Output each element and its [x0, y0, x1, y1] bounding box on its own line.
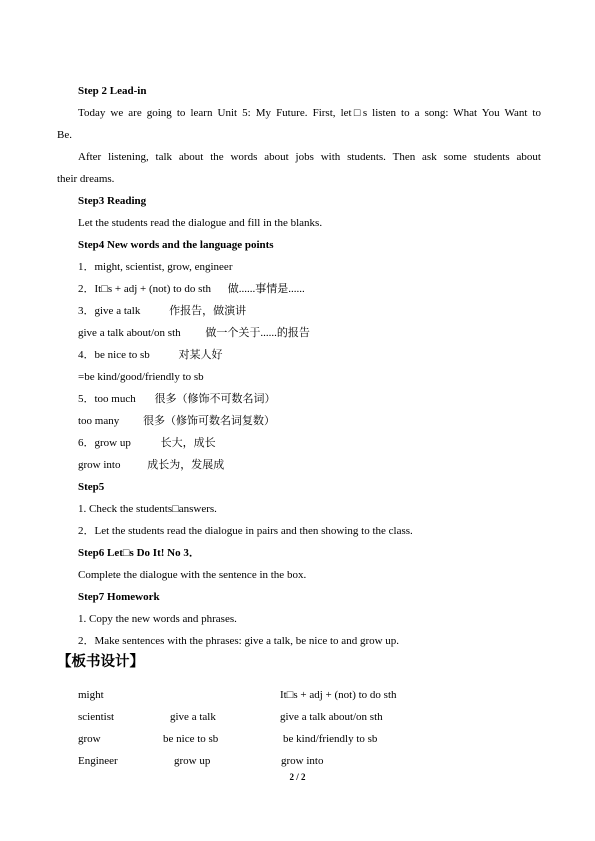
step4-item-3 — [78, 304, 246, 318]
board-design-heading: 【板书设计】 — [57, 654, 144, 670]
step4-item-cn: 做一个关于......的报告 — [205, 327, 310, 339]
step2-heading: Step 2 Lead-in — [78, 85, 147, 97]
step4-item-6b — [78, 458, 224, 472]
step2-paragraph-1-line-2: Be. — [57, 129, 72, 141]
step4-item-3b — [78, 326, 310, 340]
board-row-4-col-3: grow into — [281, 755, 324, 767]
step4-item-cn: 很多（修饰不可数名词） — [154, 393, 276, 405]
step4-item-cn: 对某人好 — [178, 349, 223, 361]
step4-item-4 — [78, 348, 223, 362]
board-row-2-col-3: give a talk about/on sth — [280, 711, 383, 723]
step4-item-en: 5．too much — [78, 393, 136, 405]
board-row-4-col-1: Engineer — [78, 755, 118, 767]
step5-heading: Step5 — [78, 481, 105, 493]
step2-paragraph-2-line-2: their dreams. — [57, 173, 115, 185]
board-row-1-col-1: might — [78, 689, 104, 701]
step4-heading: Step4 New words and the language points — [78, 239, 274, 251]
step4-item-2 — [78, 282, 305, 296]
step3-text: Let the students read the dialogue and fill in the blanks. — [78, 217, 323, 229]
step4-item-cn: 很多（修饰可数名词复数） — [143, 415, 275, 427]
step7-line-1: 1. Copy the new words and phrases. — [78, 613, 237, 625]
board-row-3-col-1: grow — [78, 733, 101, 745]
step4-item-cn: 做......事情是...... — [227, 283, 305, 295]
step5-line-1: 1. Check the students□answers. — [78, 503, 217, 515]
step4-item-en: 2．It□s + adj + (not) to do sth — [78, 283, 212, 295]
step5-line-2: 2．Let the students read the dialogue in pairs and then showing to the class. — [78, 525, 413, 537]
board-row-2-col-2: give a talk — [170, 711, 216, 723]
board-row-3-col-3: be kind/friendly to sb — [283, 733, 378, 745]
step4-item-en: too many — [78, 415, 120, 427]
step4-item-4b — [78, 370, 204, 384]
board-row-1-col-3: It□s + adj + (not) to do sth — [280, 689, 397, 701]
step4-item-cn: 作报告，做演讲 — [169, 305, 247, 317]
board-row-3-col-2: be nice to sb — [163, 733, 219, 745]
step4-item-5 — [78, 392, 276, 406]
step7-line-2: 2．Make sentences with the phrases: give a talk, be nice to and grow up. — [78, 635, 400, 647]
step6-heading: Step6 Let□s Do It! No 3． — [78, 547, 200, 559]
step4-item-en: 6．grow up — [78, 437, 131, 449]
page-number: 2 / 2 — [289, 772, 306, 782]
board-row-2-col-1: scientist — [78, 711, 115, 723]
step4-item-1 — [78, 260, 232, 274]
step4-item-5b — [78, 414, 275, 428]
step3-heading: Step3 Reading — [78, 195, 147, 207]
step4-item-cn: 成长为，发展成 — [147, 459, 225, 471]
step4-item-en: give a talk about/on sth — [78, 327, 181, 339]
step7-heading: Step7 Homework — [78, 591, 160, 603]
step4-item-cn: 长大，成长 — [160, 437, 216, 449]
step4-item-en: 4．be nice to sb — [78, 349, 150, 361]
board-row-4-col-2: grow up — [174, 755, 211, 767]
step4-item-en: 1．might, scientist, grow, engineer — [78, 261, 233, 273]
step4-item-en: 3．give a talk — [78, 305, 141, 317]
step4-item-en: grow into — [78, 459, 121, 471]
step4-item-6 — [78, 436, 216, 450]
step6-text: Complete the dialogue with the sentence in the box. — [78, 569, 307, 581]
step2-paragraph-2-line-1: After listening, talk about the words about jobs with students. Then ask some students about — [78, 151, 541, 163]
step4-item-en: =be kind/good/friendly to sb — [78, 371, 204, 383]
step2-paragraph-1-line-1: Today we are going to learn Unit 5: My Future. First, let□s listen to a song: What You Want to — [78, 107, 541, 119]
